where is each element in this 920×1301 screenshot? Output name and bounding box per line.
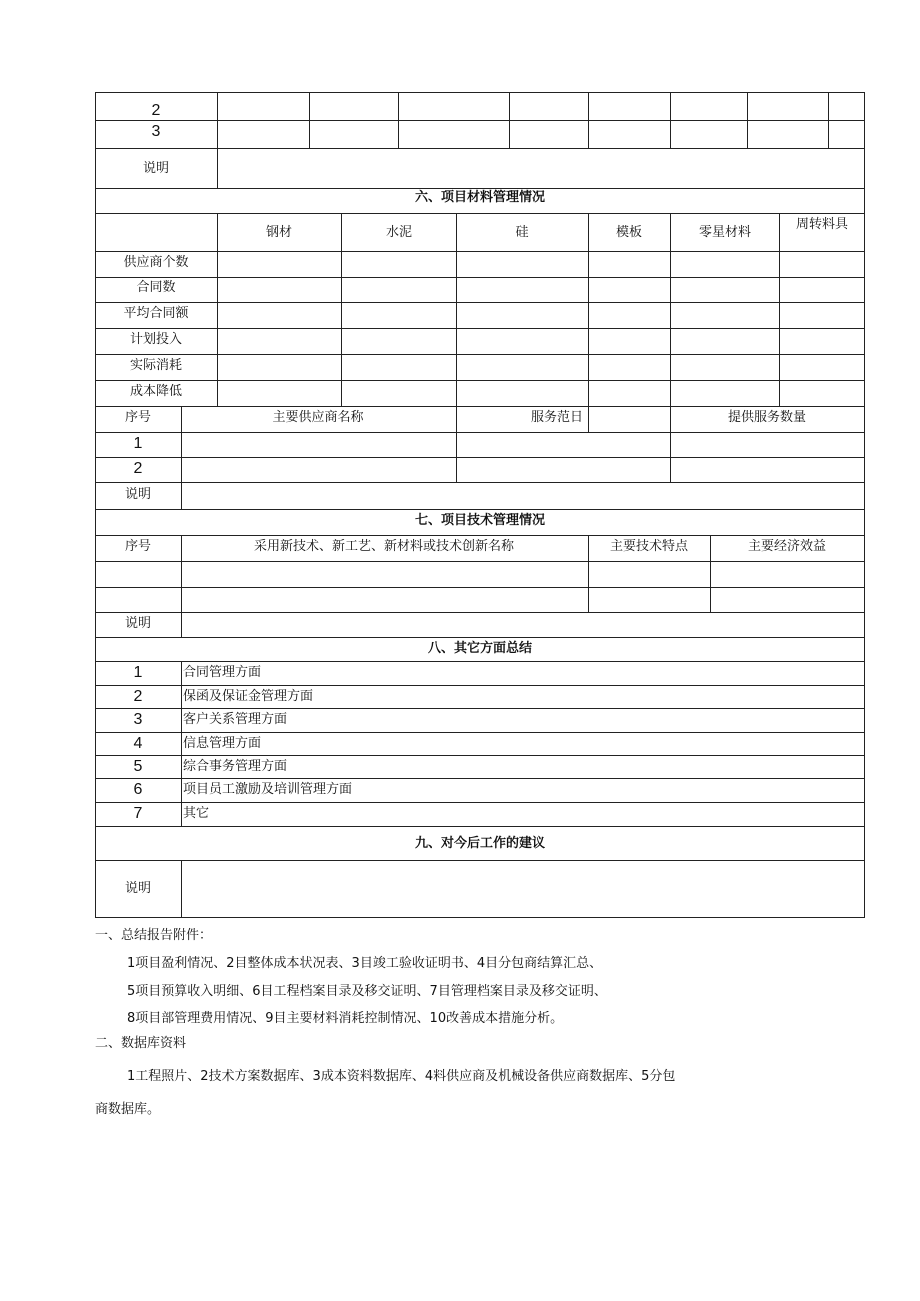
database-title: 二、数据库资料 (95, 1036, 187, 1051)
summary-item-number: 7 (133, 805, 143, 822)
sec5-note-label: 说明 (142, 161, 170, 176)
material-header: 周转料具 (795, 217, 849, 232)
material-row-label: 平均合同额 (123, 306, 189, 321)
supplier-header-scope: 服务范日 (530, 410, 584, 425)
database-line: 商数据库。 (95, 1102, 161, 1117)
attachments-line: 8项目部管理费用情况、9目主要材料消耗控制情况、10改善成本措施分析。 (127, 1011, 564, 1026)
summary-item-number: 5 (133, 758, 143, 775)
material-header: 水泥 (385, 225, 413, 240)
supplier-row-number: 2 (133, 460, 143, 477)
material-header: 模板 (615, 225, 643, 240)
material-row-label: 合同数 (136, 280, 176, 295)
attachments-line: 1项目盈利情况、2目整体成本状况表、3目竣工验收证明书、4目分包商结算汇总、 (127, 956, 603, 971)
sec7-title: 七、项目技术管理情况 (414, 513, 546, 528)
sec9-title: 九、对今后工作的建议 (414, 836, 546, 851)
material-header: 硅 (515, 225, 529, 240)
tech-header-features: 主要技术特点 (609, 539, 689, 554)
sec5-row-number: 3 (151, 123, 161, 140)
material-row-label: 计划投入 (129, 332, 183, 347)
sec5-row-number: 2 (151, 102, 161, 119)
sec6-note-label: 说明 (124, 487, 152, 502)
tech-header-benefits: 主要经济效益 (747, 539, 827, 554)
supplier-row-number: 1 (133, 435, 143, 452)
summary-item-text: 合同管理方面 (183, 665, 262, 680)
attachments-title: 一、总结报告附件： (95, 928, 213, 943)
tech-header-name: 采用新技术、新工艺、新材料或技术创新名称 (253, 539, 515, 554)
supplier-header-quantity: 提供服务数量 (727, 410, 807, 425)
supplier-header-no: 序号 (124, 410, 152, 425)
summary-item-text: 其它 (183, 806, 210, 821)
summary-item-number: 6 (133, 781, 143, 798)
tech-header-no: 序号 (124, 539, 152, 554)
supplier-header-name: 主要供应商名称 (272, 410, 364, 425)
summary-item-number: 2 (133, 688, 143, 705)
sec7-note-label: 说明 (124, 616, 152, 631)
summary-item-text: 信息管理方面 (183, 736, 262, 751)
summary-item-number: 3 (133, 711, 143, 728)
material-row-label: 实际消耗 (129, 358, 183, 373)
summary-item-text: 综合事务管理方面 (183, 759, 288, 774)
summary-item-number: 1 (133, 664, 143, 681)
material-row-label: 供应商个数 (123, 255, 189, 270)
summary-item-text: 项目员工激励及培训管理方面 (183, 782, 353, 797)
summary-item-text: 保函及保证金管理方面 (183, 689, 314, 704)
attachments-line: 5项目预算收入明细、6目工程档案目录及移交证明、7目管理档案目录及移交证明、 (127, 984, 607, 999)
sec9-note-label: 说明 (124, 881, 152, 896)
database-line: 1工程照片、2技术方案数据库、3成本资料数据库、4料供应商及机械设备供应商数据库、5分包 (127, 1069, 676, 1084)
summary-item-number: 4 (133, 735, 143, 752)
material-header: 零星材料 (698, 225, 752, 240)
sec6-title: 六、项目材料管理情况 (414, 190, 546, 205)
summary-item-text: 客户关系管理方面 (183, 712, 288, 727)
sec8-title: 八、其它方面总结 (427, 641, 533, 656)
material-header: 钢材 (265, 225, 293, 240)
material-row-label: 成本降低 (129, 384, 183, 399)
